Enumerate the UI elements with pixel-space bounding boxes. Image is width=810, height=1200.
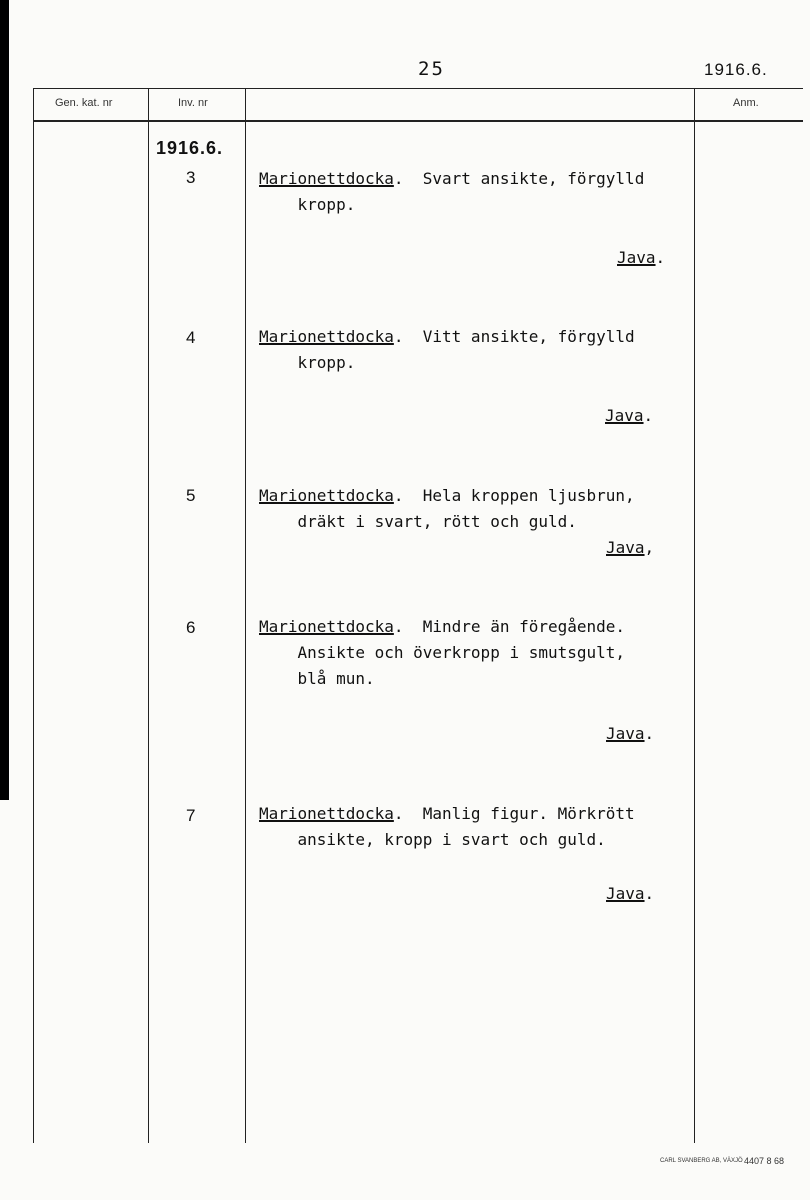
column-header-anm: Anm. — [733, 97, 759, 109]
entry-origin — [606, 884, 654, 903]
inventory-year: 1916.6. — [156, 138, 224, 158]
entry-text-line2: kropp. — [259, 353, 356, 372]
entry-text: Hela kroppen ljusbrun, — [403, 486, 635, 505]
entry-origin — [617, 248, 665, 267]
form-number: 4407 8 68 — [744, 1156, 785, 1166]
entry-separator: . — [393, 169, 404, 188]
entry-description — [259, 483, 679, 535]
column-divider-3 — [694, 88, 695, 1143]
entry-name: Marionettdocka — [259, 486, 394, 505]
origin-word: Java — [617, 248, 656, 267]
entry-origin — [606, 538, 654, 557]
entry-description — [259, 801, 679, 853]
entry-text: Vitt ansikte, förgylld — [403, 327, 635, 346]
origin-word: Java — [606, 538, 645, 557]
entry-origin — [606, 724, 654, 743]
entry-number: 6 — [186, 618, 196, 637]
origin-punct: . — [655, 248, 666, 267]
entry-text-line2: kropp. — [259, 195, 356, 214]
column-divider-1 — [148, 88, 149, 1143]
entry-name: Marionettdocka — [259, 169, 394, 188]
origin-word: Java — [606, 724, 645, 743]
entry-text: Svart ansikte, förgylld — [403, 169, 645, 188]
entry-origin — [605, 406, 653, 425]
column-divider-2 — [245, 88, 246, 1143]
entry-separator: . — [393, 804, 404, 823]
entry-text-line2: Ansikte och överkropp i smutsgult, — [259, 643, 626, 662]
origin-punct: . — [644, 884, 655, 903]
entry-separator: . — [393, 617, 404, 636]
entry-name: Marionettdocka — [259, 804, 394, 823]
entry-description — [259, 166, 679, 218]
entry-text-line3: blå mun. — [259, 669, 375, 688]
origin-punct: , — [644, 538, 655, 557]
origin-word: Java — [605, 406, 644, 425]
left-border-rule — [33, 88, 34, 1143]
origin-punct: . — [644, 724, 655, 743]
entry-text: Mindre än föregående. — [403, 617, 626, 636]
page-number: 25 — [418, 58, 445, 80]
header-reference: 1916.6. — [704, 60, 768, 79]
entry-number: 3 — [186, 168, 196, 187]
origin-word: Java — [606, 884, 645, 903]
entry-separator: . — [393, 327, 404, 346]
entry-number: 7 — [186, 806, 196, 825]
binding-edge — [0, 0, 9, 800]
entry-name: Marionettdocka — [259, 617, 394, 636]
entry-number: 4 — [186, 328, 196, 347]
entry-text-line2: dräkt i svart, rött och guld. — [259, 512, 577, 531]
entry-text-line2: ansikte, kropp i svart och guld. — [259, 830, 606, 849]
entry-text: Manlig figur. Mörkrött — [403, 804, 635, 823]
printer-imprint: CARL SVANBERG AB, VÄXJÖ — [660, 1158, 743, 1164]
column-header-inv-nr: Inv. nr — [178, 97, 208, 109]
entry-description — [259, 324, 679, 376]
entry-name: Marionettdocka — [259, 327, 394, 346]
entry-separator: . — [393, 486, 404, 505]
column-header-gen-kat-nr: Gen. kat. nr — [55, 97, 113, 109]
origin-punct: . — [643, 406, 654, 425]
entry-description — [259, 614, 679, 692]
entry-number: 5 — [186, 486, 196, 505]
